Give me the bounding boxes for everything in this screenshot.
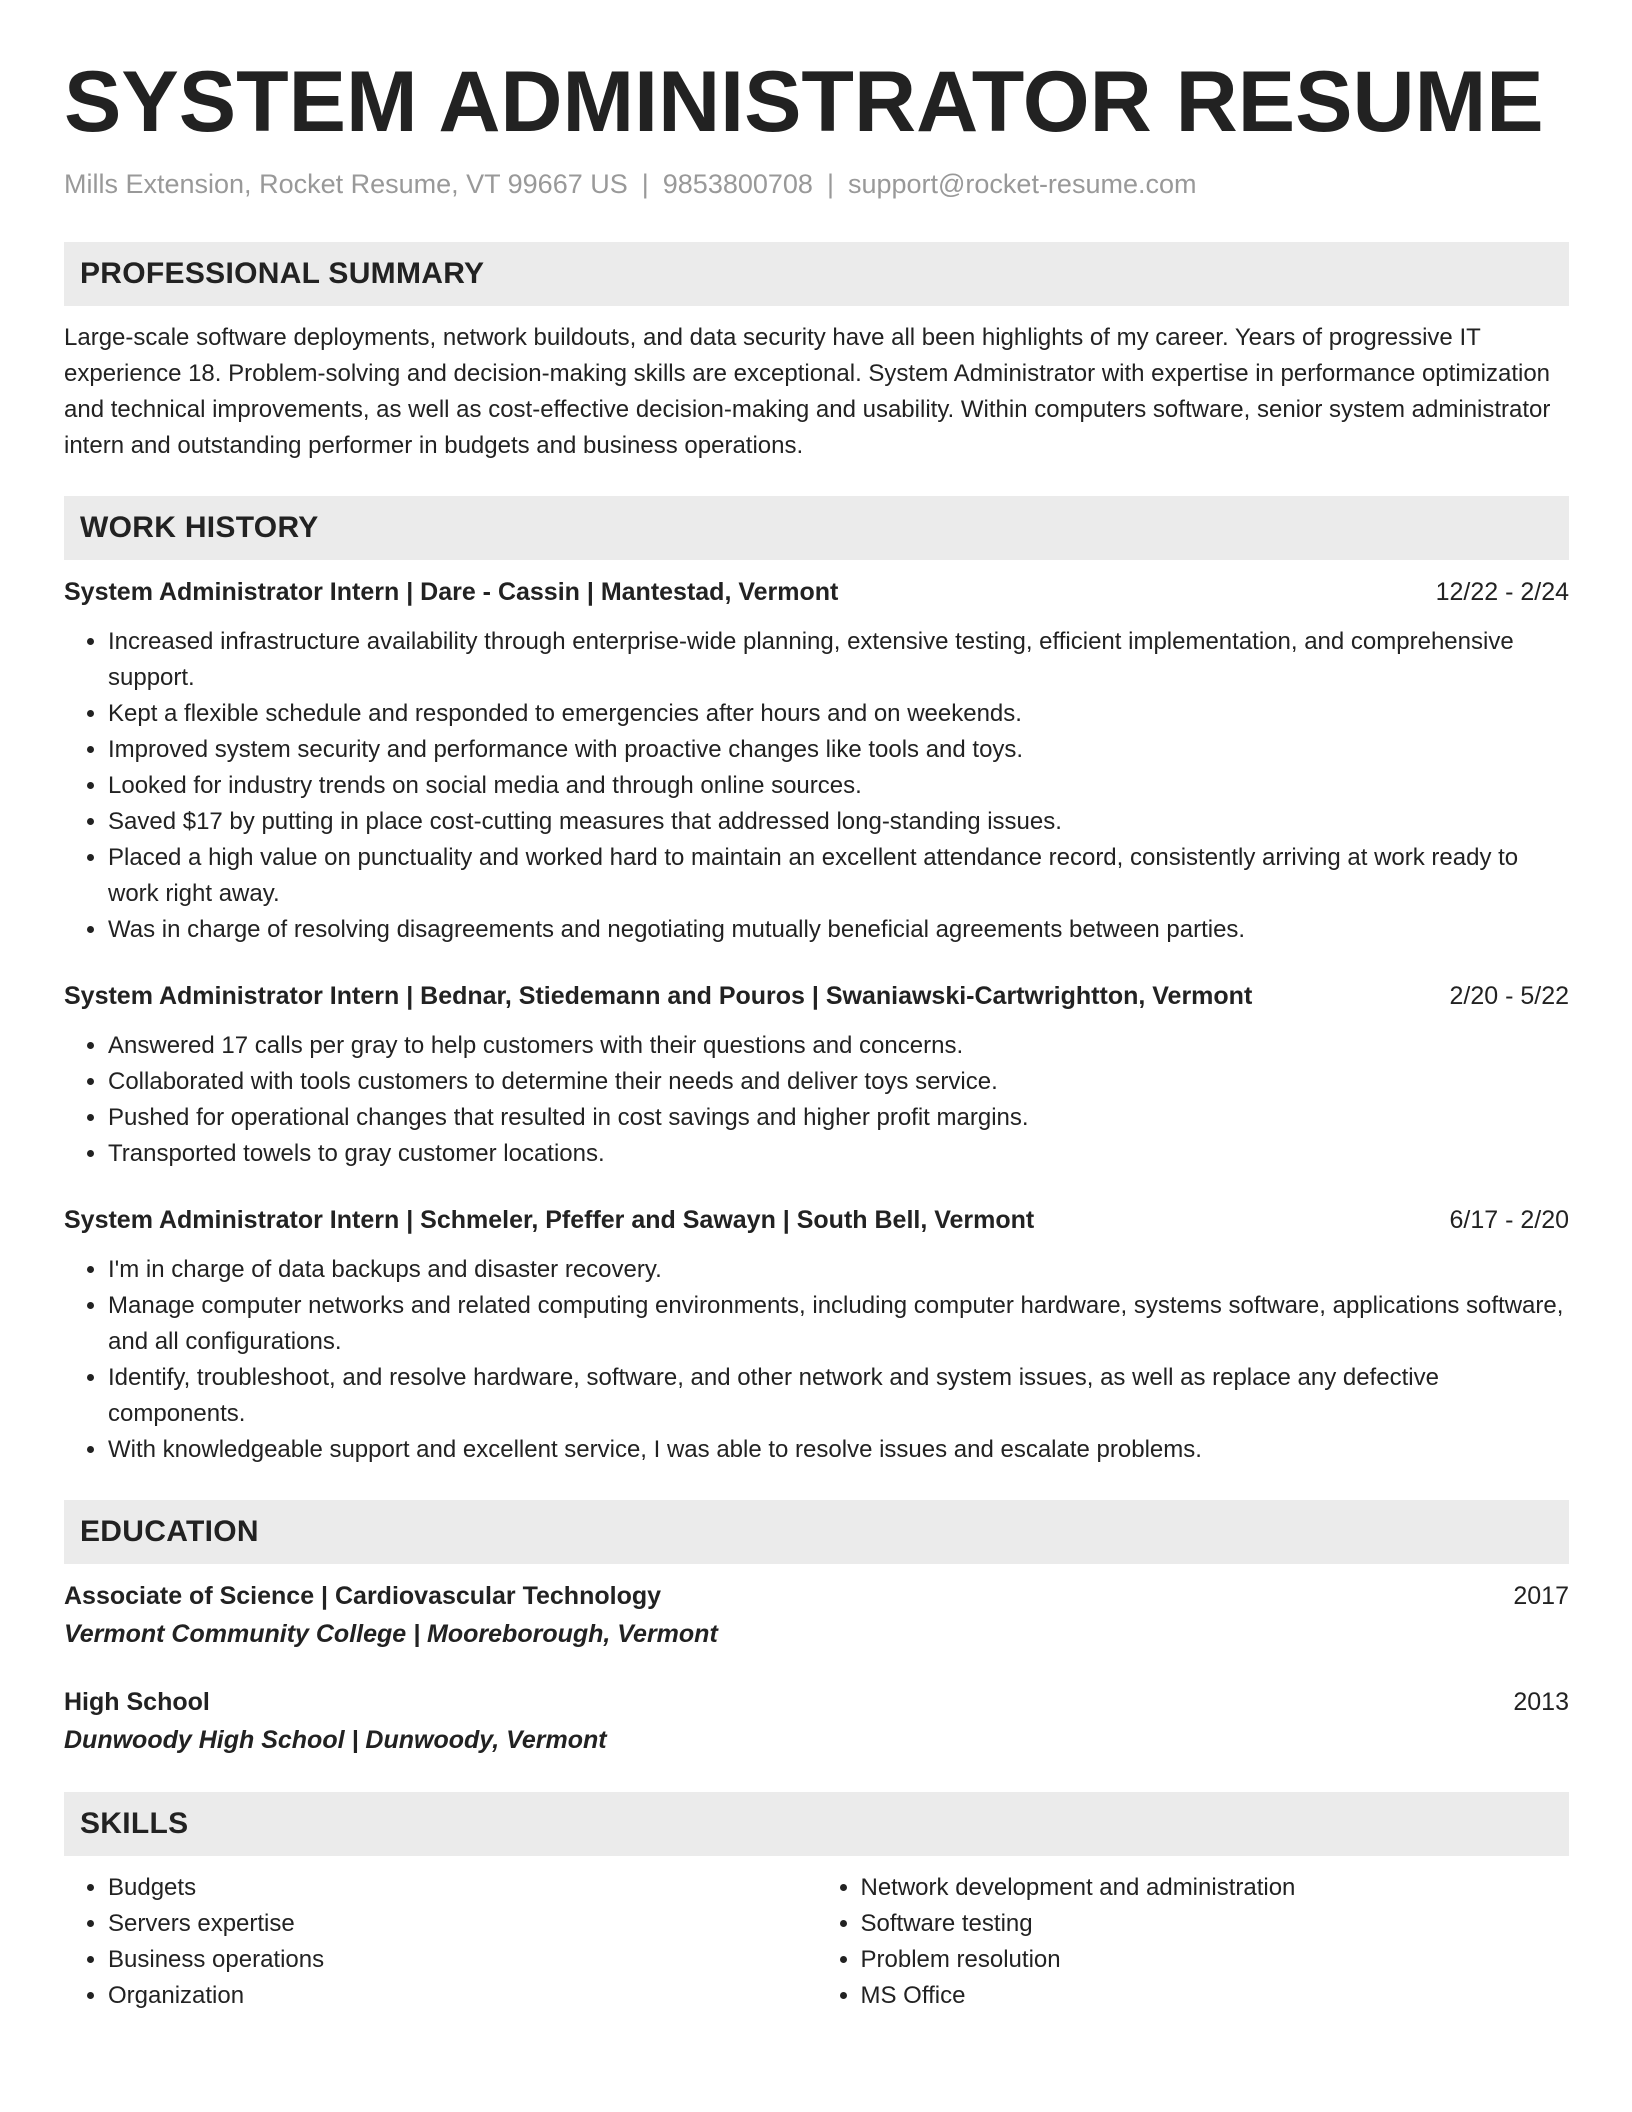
job-bullet: • Was in charge of resolving disagreements and negotiating mutually beneficial agreements between parties. [108, 912, 1569, 948]
education-entry [64, 1684, 1569, 1760]
education-year: 2017 [1513, 1582, 1569, 1610]
job-bullet: • Improved system security and performance with proactive changes like tools and toys. [108, 732, 1569, 768]
job-bullet: • With knowledgeable support and excellent service, I was able to resolve issues and escalate problems. [108, 1432, 1569, 1468]
skill-item: • Network development and administration [861, 1870, 1570, 1906]
skill-item: • Budgets [108, 1870, 817, 1906]
work-history-heading: WORK HISTORY [64, 496, 1569, 560]
job-bullet: • Increased infrastructure availability through enterprise-wide planning, extensive testing, efficient implementation, and comprehensive support. [108, 624, 1569, 696]
skill-item: • Software testing [861, 1906, 1570, 1942]
job-dates: 12/22 - 2/24 [1435, 578, 1569, 606]
contact-email: support@rocket-resume.com [847, 169, 1197, 199]
job-entry [64, 1202, 1569, 1468]
education-year: 2013 [1513, 1688, 1569, 1716]
job-bullet: • I'm in charge of data backups and disaster recovery. [108, 1252, 1569, 1288]
summary-text: Large-scale software deployments, network buildouts, and data security have all been highlights of my career. Years of progressive IT experience 18. Problem-solving and decision-making skills are exceptional. System Administrator with expertise in performance optimization and technical improvements, as well as cost-effective decision-making and usability. Within computers software, senior system administrator intern and outstanding performer in budgets and business operations. [64, 324, 1551, 459]
job-bullets [64, 1028, 1569, 1172]
job-bullets [64, 1252, 1569, 1468]
job-header [64, 574, 1569, 610]
skill-item: • Business operations [108, 1942, 817, 1978]
job-title: System Administrator Intern | Dare - Cassin | Mantestad, Vermont [64, 578, 839, 606]
job-bullet: • Answered 17 calls per gray to help customers with their questions and concerns. [108, 1028, 1569, 1064]
education-school: Vermont Community College | Mooreborough, Vermont [64, 1620, 718, 1648]
job-bullet: • Placed a high value on punctuality and worked hard to maintain an excellent attendance record, consistently arriving at work ready to work right away. [108, 840, 1569, 912]
job-dates: 6/17 - 2/20 [1449, 1206, 1569, 1234]
job-bullet: • Pushed for operational changes that resulted in cost savings and higher profit margins. [108, 1100, 1569, 1136]
job-dates: 2/20 - 5/22 [1449, 982, 1569, 1010]
job-bullet: • Kept a flexible schedule and responded to emergencies after hours and on weekends. [108, 696, 1569, 732]
skill-item: • Servers expertise [108, 1906, 817, 1942]
education-school: Dunwoody High School | Dunwoody, Vermont [64, 1726, 607, 1754]
job-title: System Administrator Intern | Bednar, Stiedemann and Pouros | Swaniawski-Cartwrightton, Vermont [64, 982, 1253, 1010]
contact-line [64, 166, 1569, 202]
summary-heading: PROFESSIONAL SUMMARY [64, 242, 1569, 306]
contact-separator: | [826, 169, 834, 199]
job-bullet: • Looked for industry trends on social media and through online sources. [108, 768, 1569, 804]
education-header [64, 1578, 1569, 1614]
job-header [64, 1202, 1569, 1238]
job-title: System Administrator Intern | Schmeler, Pfeffer and Sawayn | South Bell, Vermont [64, 1206, 1035, 1234]
job-header [64, 978, 1569, 1014]
skill-item: • Problem resolution [861, 1942, 1570, 1978]
skill-item: • Organization [108, 1978, 817, 2014]
skill-item: • MS Office [861, 1978, 1570, 2014]
job-bullet: • Identify, troubleshoot, and resolve hardware, software, and other network and system issues, as well as replace any defective components. [108, 1360, 1569, 1432]
education-entry [64, 1578, 1569, 1654]
skills-heading: SKILLS [64, 1792, 1569, 1856]
education-degree: Associate of Science | Cardiovascular Technology [64, 1582, 662, 1610]
job-bullet: • Collaborated with tools customers to determine their needs and deliver toys service. [108, 1064, 1569, 1100]
skills-columns [64, 1870, 1569, 2014]
contact-separator: | [641, 169, 649, 199]
job-entry [64, 978, 1569, 1172]
job-bullet: • Manage computer networks and related computing environments, including computer hardware, systems software, applications software, and all configurations. [108, 1288, 1569, 1360]
education-header [64, 1684, 1569, 1720]
skills-list-left [64, 1870, 817, 2014]
resume-title: SYSTEM ADMINISTRATOR RESUME [64, 54, 1544, 150]
job-bullet: • Transported towels to gray customer locations. [108, 1136, 1569, 1172]
education-degree: High School [64, 1688, 210, 1716]
education-heading: EDUCATION [64, 1500, 1569, 1564]
contact-address: Mills Extension, Rocket Resume, VT 99667 US [64, 169, 628, 199]
skills-list-right [817, 1870, 1570, 2014]
contact-phone: 9853800708 [662, 169, 813, 199]
job-bullet: • Saved $17 by putting in place cost-cutting measures that addressed long-standing issues. [108, 804, 1569, 840]
job-bullets [64, 624, 1569, 948]
job-entry [64, 574, 1569, 948]
